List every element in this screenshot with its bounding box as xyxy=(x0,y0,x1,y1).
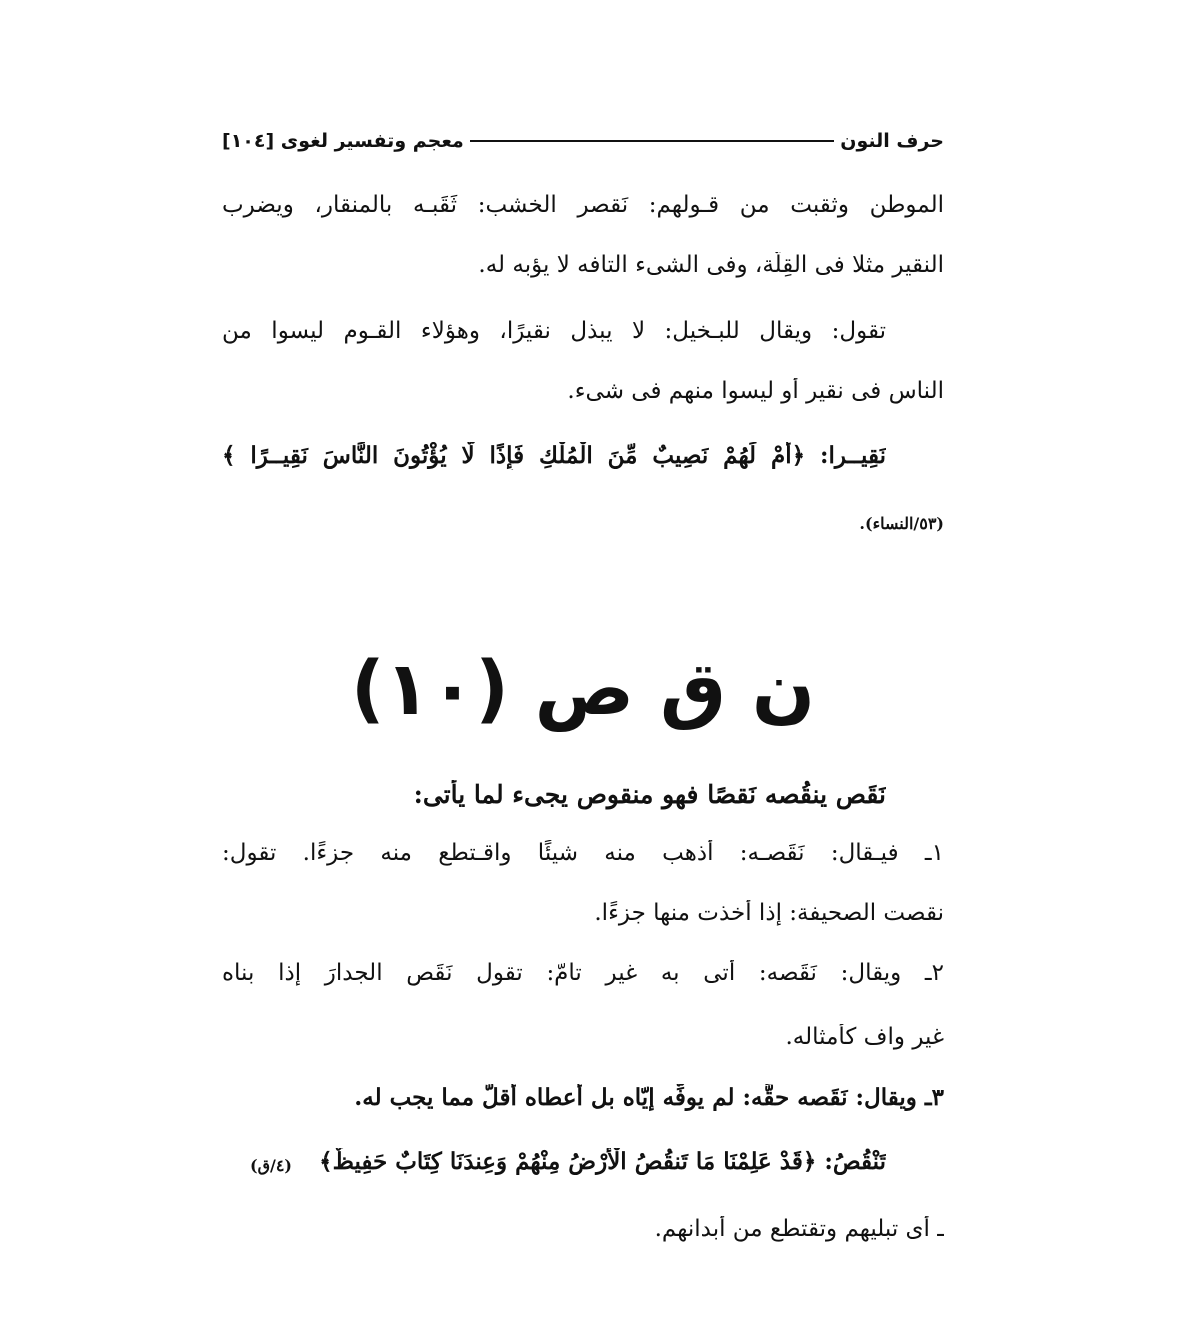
sense-line: ١ـ فيـقال: نَقَصـه: أذهب منه شيئًا واقـتطع منه جزءًا. تقول: xyxy=(222,840,944,866)
page-number: [١٠٤] xyxy=(222,130,275,152)
quran-verse: نَقِيــرا: ﴿أَمْ لَهُمْ نَصِيبٌ مِّنَ الْمُلْكِ فَإِذًا لَّا يُؤْتُونَ النَّاسَ نَقِيــرًا ﴾ xyxy=(222,442,886,469)
entry-title: ن ق ص (١٠) xyxy=(350,646,816,732)
sense-line: غير واف كأمثاله. xyxy=(785,1024,944,1050)
entry-intro: نَقَص ينقُصه نَقصًا فهو منقوص يجىء لما يأتى: xyxy=(413,780,886,809)
quran-verse: تَنْقُصُ: ﴿قَدْ عَلِمْنَا مَا تَنقُصُ الْأَرْضُ مِنْهُمْ وَعِندَنَا كِتَابٌ حَفِيظٌ﴾ xyxy=(319,1148,886,1175)
verse-reference: (٥٣/النساء). xyxy=(859,514,944,533)
header-book-title xyxy=(222,130,464,152)
paragraph-line: تقول: ويقال للبـخيل: لا يبذل نقيرًا، وهؤلاء القـوم ليسوا من xyxy=(222,318,886,344)
sense-line: ـ أى تبليهم وتقتطع من أبدانهم. xyxy=(654,1216,944,1242)
sense-line: نقصت الصحيفة: إذا أخذت منها جزءًا. xyxy=(594,900,944,926)
running-header xyxy=(222,126,944,156)
header-rule xyxy=(470,140,834,142)
paragraph-line: الناس فى نقير أو ليسوا منهم فى شىء. xyxy=(567,378,944,404)
sense-line: ٣ـ ويقال: نَقَصه حقَّه: لم يوفِّه إيّاه بل أعطاه أقلَّ مما يجب له. xyxy=(354,1084,944,1111)
paragraph-line: النقير مثلا فى القِلَّة، وفى الشىء التافه لا يؤبه له. xyxy=(478,252,944,278)
header-title-text: معجم وتفسير لغوى xyxy=(280,130,464,152)
sense-line: ٢ـ ويقال: نَقَصه: أتى به غير تامّ: تقول نَقَص الجدارَ إذا بناه xyxy=(222,960,944,986)
paragraph-line: الموطن وثقبت من قـولهم: نَقصر الخشب: ثَقَبـه بالمنقار، ويضرب xyxy=(222,192,944,218)
verse-reference: (٤/ق) xyxy=(250,1156,292,1175)
header-section: حرف النون xyxy=(840,130,944,152)
